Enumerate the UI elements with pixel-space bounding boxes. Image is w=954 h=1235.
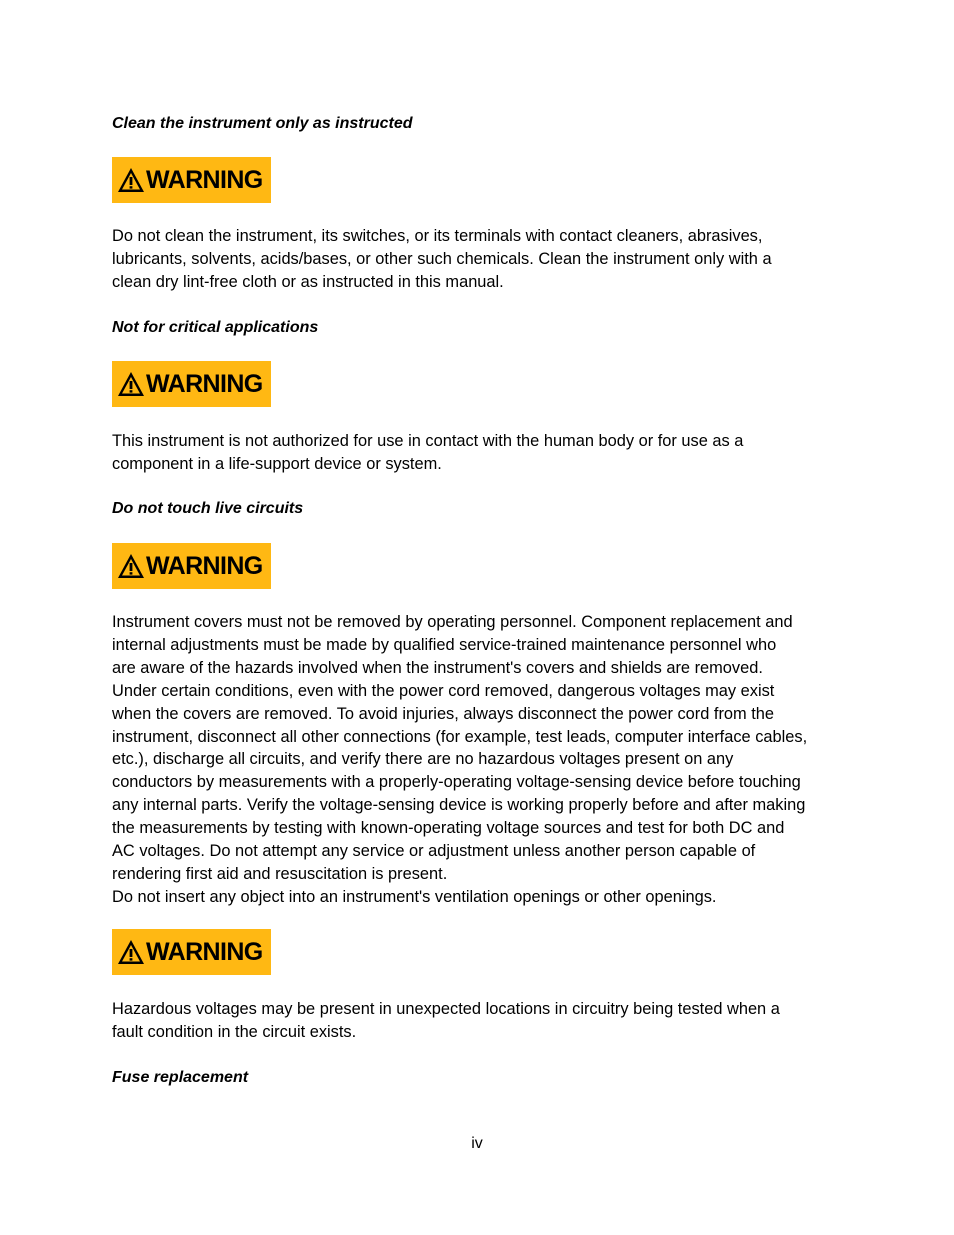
heading-not-critical: Not for critical applications [112,319,319,336]
heading-clean-instrument: Clean the instrument only as instructed [112,115,413,132]
paragraph-clean [112,225,857,294]
warning-label: WARNING [146,165,263,194]
warning-triangle-icon [117,553,145,579]
text-line: fault condition in the circuit exists. [112,1022,357,1041]
warning-label: WARNING [146,369,263,398]
text-line: are aware of the hazards involved when the instrument's covers and shields are removed. [112,658,763,677]
warning-banner-2 [112,361,271,407]
text-line: internal adjustments must be made by qualified service-trained maintenance personnel who [112,635,777,654]
warning-triangle-icon [117,371,145,397]
text-line: clean dry lint-free cloth or as instructed in this manual. [112,272,504,291]
warning-triangle-icon [117,939,145,965]
warning-banner-4 [112,929,271,975]
text-line: This instrument is not authorized for use in contact with the human body or for use as a [112,432,744,450]
section-heading-clean [112,112,857,135]
text-line: when the covers are removed. To avoid injuries, always disconnect the power cord from the [112,704,775,723]
text-line: AC voltages. Do not attempt any service or adjustment unless another person capable of [112,842,756,861]
text-line: rendering first aid and resuscitation is present. [112,864,448,883]
text-line: any internal parts. Verify the voltage-sensing device is working properly before and after making [112,796,806,815]
section-heading-live-circuits [112,497,857,520]
paragraph-critical [112,430,857,476]
text-line: lubricants, solvents, acids/bases, or other such chemicals. Clean the instrument only with a [112,249,772,268]
warning-label: WARNING [146,937,263,966]
text-line: component in a life-support device or system. [112,454,442,473]
heading-fuse-replacement: Fuse replacement [112,1069,249,1086]
section-heading-critical [112,316,857,339]
page-number: iv [471,1135,483,1152]
heading-live-circuits: Do not touch live circuits [112,500,304,517]
warning-triangle-icon [117,167,145,193]
text-line: Do not insert any object into an instrument's ventilation openings or other openings. [112,887,717,906]
text-line: instrument, disconnect all other connections (for example, test leads, computer interface cables, [112,727,808,746]
text-line: conductors by measurements with a properly-operating voltage-sensing device before touching [112,773,801,792]
warning-banner-1 [112,157,271,203]
text-line: Instrument covers must not be removed by operating personnel. Component replacement and [112,613,793,631]
text-line: Under certain conditions, even with the power cord removed, dangerous voltages may exist [112,681,775,700]
text-line: etc.), discharge all circuits, and verify there are no hazardous voltages present on any [112,750,734,769]
text-line: Hazardous voltages may be present in unexpected locations in circuitry being tested when a [112,1000,780,1018]
text-line: the measurements by testing with known-operating voltage sources and test for both DC and [112,819,785,838]
warning-label: WARNING [146,551,263,580]
warning-banner-3 [112,543,271,589]
section-heading-fuse [112,1066,857,1089]
paragraph-hazardous [112,998,857,1044]
text-line: Do not clean the instrument, its switches, or its terminals with contact cleaners, abrasives, [112,227,763,245]
paragraph-live-circuits [112,611,857,909]
